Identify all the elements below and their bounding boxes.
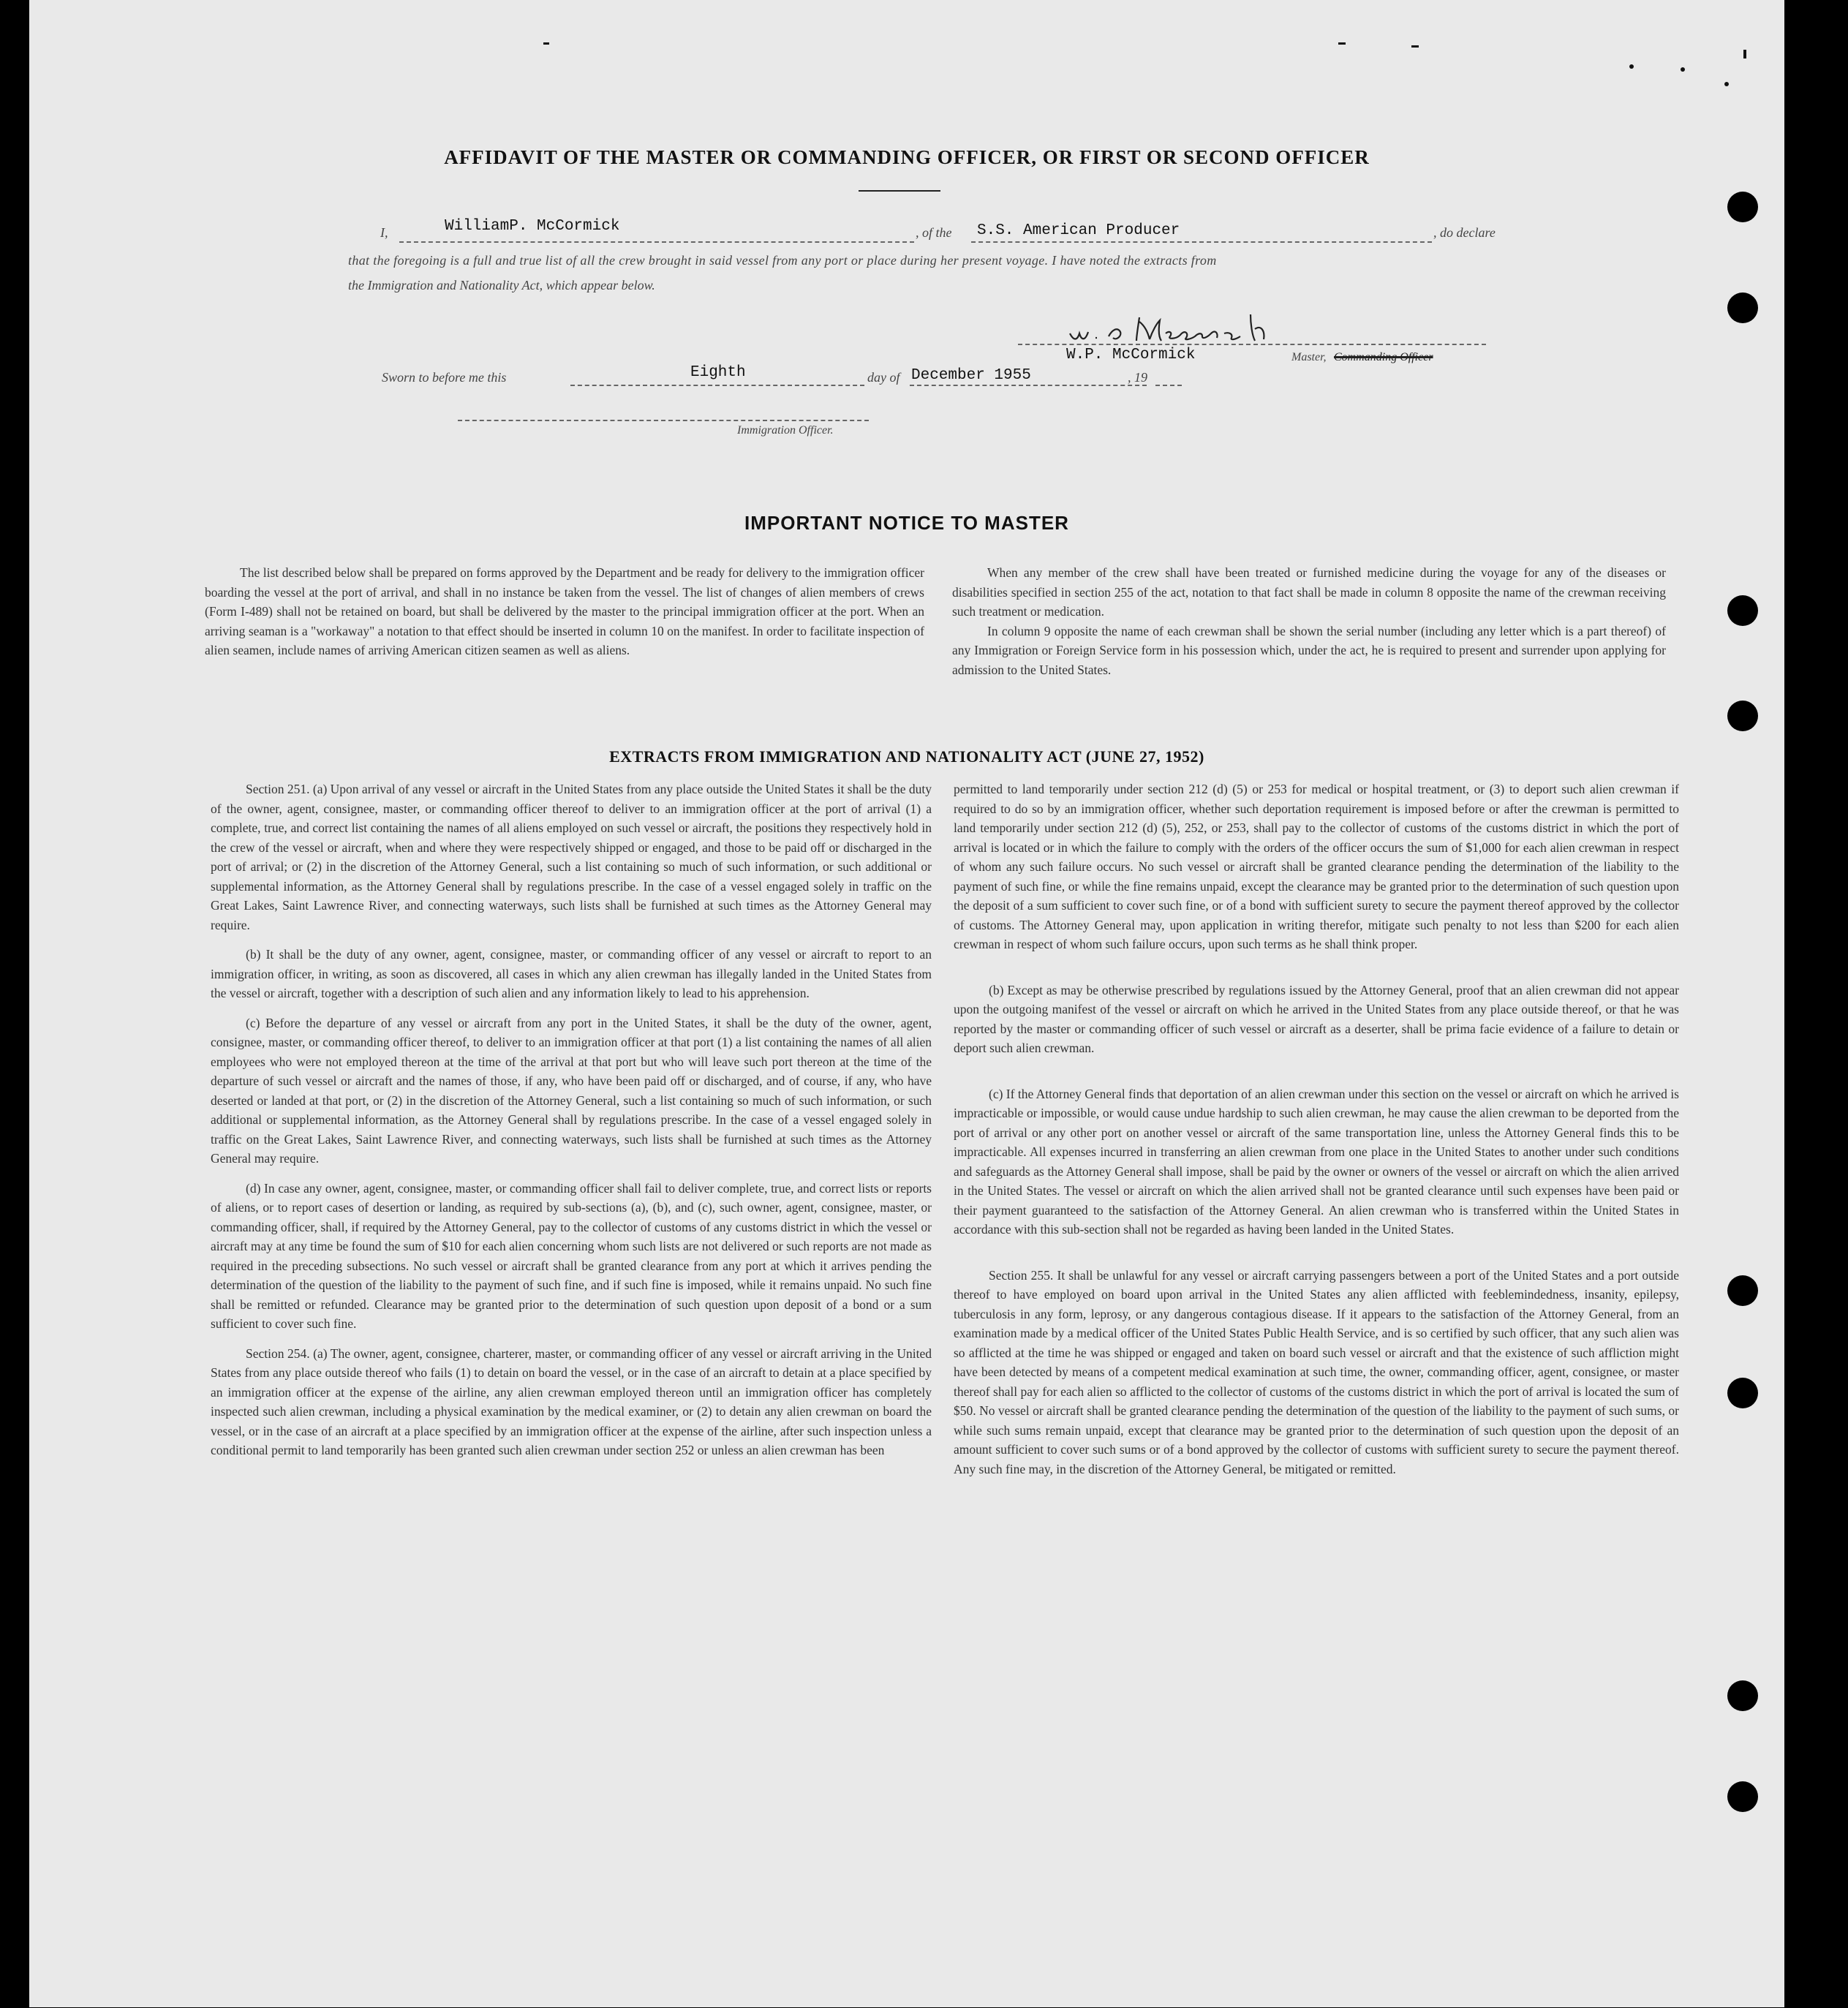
punch-hole bbox=[1727, 595, 1758, 626]
section-254-a-cont: permitted to land temporarily under section 212 (d) (5) or 253 for medical or hospital treatment, or (3) to deport such alien crewman if required to do so by an immigration officer, whether such deportation requirement is imposed before or after the crewman is permitted to land temporarily under section 212 (d) (5), 252, or 253, shall pay to the collector of customs of the customs district in which the port of arrival is located or in which the failure to comply with the orders of the officer occurs the sum of $1,000 for each alien crewman in respect of whom any such failure occurs. No such vessel or aircraft shall be granted clearance pending the determination of the liability to the payment of such fine, or while the fine remains unpaid, except the clearance may be granted prior to the determination of such question upon the deposit of a sum sufficient to cover such fine, or of a bond with sufficient surety to secure the payment thereof approved by the collector of customs. The Attorney General may, upon application in writing therefor, mitigate such penalty to not less than $200 for each alien crewman in respect of whom such failure occurs, upon such terms as he shall think proper. bbox=[954, 782, 1679, 951]
scan-speck bbox=[543, 42, 549, 45]
signer-typed-name: W.P. McCormick bbox=[1066, 347, 1196, 363]
punch-hole bbox=[1727, 1781, 1758, 1812]
section-254-c: (c) If the Attorney General finds that deportation of an alien crewman under this section on the vessel or aircraft on which he arrived is impracticable or impossible, or would cause undue hardship to such alien crewman, he may cause the alien crewman to be deported from the port of arrival or any other port on another vessel or aircraft of the same transportation line, unless the Attorney General finds this to be impracticable. All expenses incurred in transferring an alien crewman from one place in the United States to another under such conditions and safeguards as the Attorney General shall impose, shall be paid by the owner or owners of the vessel or aircraft on which the alien arrived in the United States. The vessel or aircraft on which the alien arrived shall not be granted clearance until such expenses have been paid or their payment guaranteed to the satisfaction of the Attorney General. An alien crewman who is transferred within the United States in accordance with this sub-section shall not be regarded as having been landed in the United States. bbox=[954, 1086, 1679, 1237]
scan-speck bbox=[1743, 50, 1746, 58]
notice-right-text-2: In column 9 opposite the name of each crewman shall be shown the serial number (including any letter which is a part thereof) of any Immigration or Foreign Service form in his possession which, under the act, he is required to present and surrender upon applying for admission to the United States. bbox=[952, 623, 1666, 677]
punch-hole bbox=[1727, 1680, 1758, 1711]
signature bbox=[1066, 312, 1344, 348]
section-251-d: (d) In case any owner, agent, consignee, master, or commanding officer shall fail to deliver complete, true, and correct lists or reports of aliens, or to report cases of desertion or landing, as required by sub-sections (a), (b), and (c), such owner, agent, consignee, master, or commanding officer, shall, if required by the Attorney General, pay to the collector of customs of any customs district in which the vessel or aircraft may at any time be found the sum of $10 for each alien concerning whom such lists are not delivered or such reports are not made as required in the preceding subsections. No such vessel or aircraft shall be granted clearance from any port at which it arrives pending the determination of the question of the liability to the payment of such fine, and if such fine is imposed, while it remains unpaid. No such fine shall be remitted or refunded. Clearance may be granted prior to the determination of such question upon deposit of a bond or a sum sufficient to cover such fine. bbox=[211, 1180, 932, 1331]
scan-speck bbox=[1338, 42, 1346, 45]
month-line bbox=[910, 385, 1147, 386]
affidavit-title: AFFIDAVIT OF THE MASTER OR COMMANDING OFFICER, OR FIRST OR SECOND OFFICER bbox=[444, 146, 1370, 168]
day-of-label: day of bbox=[867, 370, 900, 385]
punch-hole bbox=[1727, 701, 1758, 731]
scan-speck bbox=[1411, 45, 1419, 48]
name-line bbox=[399, 241, 914, 243]
punch-hole bbox=[1727, 1378, 1758, 1408]
do-declare-label: , do declare bbox=[1433, 225, 1496, 240]
section-255: Section 255. It shall be unlawful for any vessel or aircraft carrying passengers between a port of the United States and a port outside thereof to have employed on board upon arrival in the United States any alien afflicted with feeblemindedness, insanity, epilepsy, tuberculosis in any form, leprosy, or any dangerous contagious disease. If it appears to the satisfaction of the Attorney General, from an examination made by a medical officer of the United States Public Health Service, and is so certified by such officer, that any such alien was so afflicted at the time he was shipped or engaged and taken on board such vessel or aircraft and that the existence of such affliction might have been detected by means of a competent medical examination at such time, the owner, commanding officer, agent, consignee, or master thereof shall pay for each alien so afflicted to the collector of customs of the customs district in which the port of arrival is located the sum of $50. No vessel or aircraft shall be granted clearance pending the determination of the question of the liability to the payment of such sums, or while such sums remain unpaid, except that clearance may be granted prior to the determination of such question upon the deposit of an amount sufficient to cover such sums or of a bond approved by the collector of customs with sufficient surety to secure the payment thereof. Any such fine may, in the discretion of the Attorney General, be mitigated or remitted. bbox=[954, 1267, 1679, 1476]
section-251-a: Section 251. (a) Upon arrival of any vessel or aircraft in the United States from any place outside the United States it shall be the duty of the owner, agent, consignee, master, or commanding officer thereof to deliver to an immigration officer at the port of arrival (1) a complete, true, and correct list containing the names of all aliens employed on such vessel or aircraft, the positions they respectively hold in the crew of the vessel or aircraft, when and where they were respectively shipped or engaged, and those to be paid off or discharged in the port of arrival; or (2) in the discretion of the Attorney General, such a list containing so much of such information, or such additional or supplemental information, as the Attorney General shall by regulations prescribe. In the case of a vessel engaged solely in traffic on the Great Lakes, Saint Lawrence River, and connecting waterways, such lists shall be furnished at such times as the Attorney General may require. bbox=[211, 782, 932, 932]
year-label: , 19 bbox=[1128, 370, 1147, 385]
affidavit-statement-line1: that the foregoing is a full and true list of all the crew brought in said vessel from any port or place during her present voyage. I have noted the extracts from bbox=[348, 253, 1217, 268]
section-254-b: (b) Except as may be otherwise prescribed by regulations issued by the Attorney General, proof that an alien crewman did not appear upon the outgoing manifest of the vessel or aircraft on which he arrived in the United States from any place outside thereof, or that he was reported by the master or commanding officer of such vessel or aircraft as a deserter, shall be prima facie evidence of a failure to detain or deport such alien crewman. bbox=[954, 982, 1679, 1055]
scan-speck bbox=[1629, 64, 1634, 69]
document-page bbox=[29, 0, 1784, 2007]
vessel-line bbox=[971, 241, 1432, 243]
section-254-a: Section 254. (a) The owner, agent, consignee, charterer, master, or commanding officer of any vessel or aircraft arriving in the United States from any place outside thereof who fails (1) to detain on board the vessel, or in the case of an aircraft to detain at a place specified by an immigration officer at the expense of the airline, any alien crewman employed thereon until an immigration officer has completely inspected such alien crewman, including a physical examination by the medical examiner, or (2) to detain any alien crewman on board the vessel, or in the case of an aircraft at a place specified by an immigration officer at the expense of the airline, after such inspection unless a conditional permit to land temporarily has been granted such alien crewman under section 252 or unless an alien crewman has been bbox=[211, 1345, 932, 1457]
year-line bbox=[1155, 385, 1182, 386]
section-251-c: (c) Before the departure of any vessel or aircraft from any port in the United States, it shall be the duty of the owner, agent, consignee, master, or commanding officer thereof, to deliver to an immigration officer at that port (1) a list containing the names of all alien employees who were not employed thereon at the time of the arrival at that port but who will leave such port thereon at the time of the departure of such vessel or aircraft and the names of those, if any, who have been paid off or discharged, and of course, if any, who have deserted or landed at that port, or (2) in the discretion of the Attorney General, such a list containing so much of such information, or such additional or supplemental information, as the Attorney General shall by regulations prescribe. In the case of a vessel engaged solely in traffic on the Great Lakes, Saint Lawrence River, and connecting waterways, such lists shall be furnished at such times as the Attorney General may require. bbox=[211, 1015, 932, 1166]
punch-hole bbox=[1727, 292, 1758, 323]
notice-right-text-1: When any member of the crew shall have been treated or furnished medicine during the voyage for any of the diseases or disabilities specified in section 255 of the act, notation to that fact shall be made in column 8 opposite the name of the crewman receiving such treatment or medication. bbox=[952, 565, 1666, 619]
sworn-label: Sworn to before me this bbox=[382, 370, 507, 385]
extracts-title: EXTRACTS FROM IMMIGRATION AND NATIONALITY ACT (JUNE 27, 1952) bbox=[609, 747, 1204, 766]
scan-speck bbox=[1681, 67, 1685, 72]
notice-title: IMPORTANT NOTICE TO MASTER bbox=[744, 512, 1069, 534]
immigration-officer-label: Immigration Officer. bbox=[737, 424, 834, 437]
scan-speck bbox=[1724, 82, 1729, 86]
title-rule bbox=[859, 190, 940, 192]
extracts-right-column bbox=[954, 780, 1679, 1489]
signature-line bbox=[1018, 344, 1486, 345]
affidavit-statement-line2: the Immigration and Nationality Act, which appear below. bbox=[348, 278, 655, 292]
sworn-month-value: December 1955 bbox=[911, 367, 1031, 384]
sworn-day-value: Eighth bbox=[690, 364, 746, 381]
extracts-left-column bbox=[211, 780, 932, 1471]
punch-hole bbox=[1727, 1275, 1758, 1306]
officer-signature-line bbox=[458, 420, 869, 421]
notice-left-text: The list described below shall be prepared on forms approved by the Department and be ready for delivery to the immigration officer boarding the vessel at the port of arrival, and shall in no instance be taken from the vessel. The list of changes of alien members of crews (Form I-489) shall not be retained on board, but shall be delivered by the master to the principal immigration officer at the port. When an arriving seaman is a "workaway" a notation to that effect should be inserted in column 10 on the manifest. In order to facilitate inspection of alien seamen, include names of arriving American citizen seamen as well as aliens. bbox=[205, 565, 924, 657]
master-name-value: WilliamP. McCormick bbox=[445, 218, 620, 235]
master-label: Master, bbox=[1291, 351, 1327, 363]
commanding-officer-struck: Commanding Officer bbox=[1334, 351, 1433, 363]
punch-hole bbox=[1727, 192, 1758, 222]
section-251-b: (b) It shall be the duty of any owner, agent, consignee, master, or commanding officer of any vessel or aircraft to report to an immigration officer, in writing, as soon as discovered, all cases in which any alien crewman has illegally landed in the United States from the vessel or aircraft, together with a description of such alien and any information likely to lead to his apprehension. bbox=[211, 947, 932, 1000]
notice-right-column bbox=[952, 563, 1666, 690]
of-the-label: , of the bbox=[916, 225, 952, 240]
vessel-name-value: S.S. American Producer bbox=[977, 222, 1180, 239]
i-label: I, bbox=[380, 225, 388, 240]
day-line bbox=[570, 385, 864, 386]
notice-left-column bbox=[205, 563, 924, 671]
